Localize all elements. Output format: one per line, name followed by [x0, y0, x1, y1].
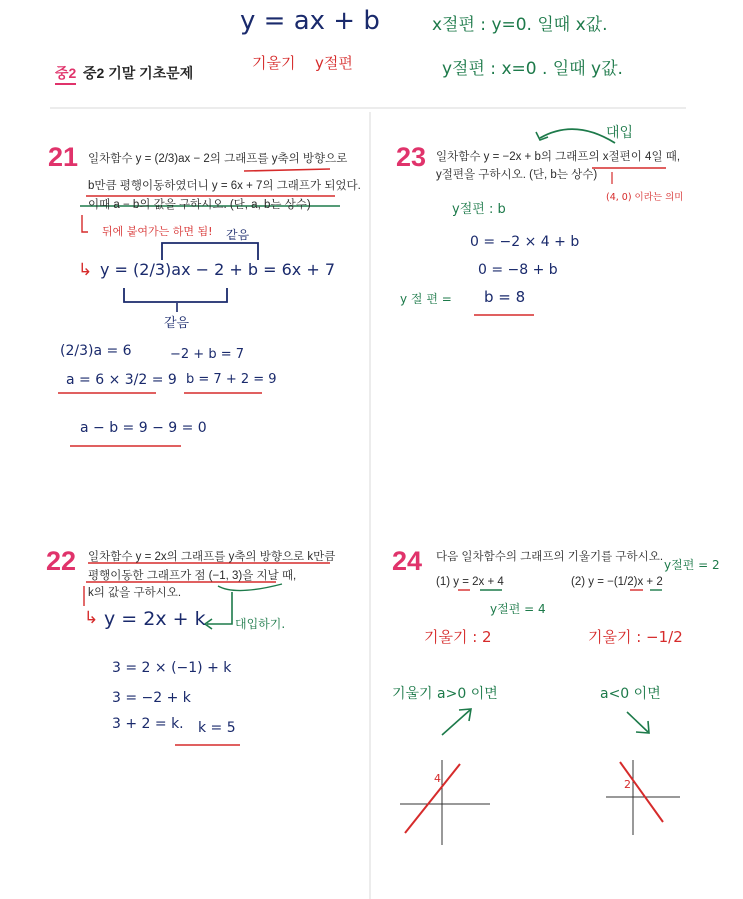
q24-part2-rule: a<0 이면	[600, 686, 661, 702]
q22-substitute: 대입하기.	[235, 617, 286, 631]
question-number-21: 21	[48, 142, 79, 172]
q22-work2: 3 = −2 + k	[112, 690, 191, 706]
q22-work3: 3 + 2 = k.	[112, 716, 184, 732]
q21-note: 뒤에 붙여가는 하면 됨!	[102, 225, 213, 238]
question-number-24: 24	[392, 546, 423, 576]
q21-arrow: ↳	[78, 260, 93, 280]
q24-part1-rule: 기울기 a>0 이면	[392, 686, 498, 702]
q21-equation: y = (2/3)ax − 2 + b = 6x + 7	[100, 260, 336, 279]
q24-part2: (2) y = −(1/2)x + 2	[571, 576, 663, 588]
q21-work5: a − b = 9 − 9 = 0	[80, 420, 207, 436]
q21-work3: −2 + b = 7	[170, 347, 245, 362]
q24-part2-slope: 기울기 : −1/2	[588, 628, 683, 646]
q23-work4-label: y 절 편 =	[400, 292, 452, 306]
q24-line1: 다음 일차함수의 그래프의 기울기를 구하시오.	[436, 551, 664, 563]
grade-badge: 중2	[55, 63, 76, 85]
q22-line3: k의 값을 구하시오.	[88, 587, 182, 599]
q21-same-top: 같음	[226, 228, 250, 242]
q22-work1: 3 = 2 × (−1) + k	[112, 660, 232, 676]
q21-work1: (2/3)a = 6	[60, 343, 132, 359]
q21-line3: 이때 a − b의 값을 구하시오. (단, a, b는 상수)	[88, 199, 311, 211]
question-number-23: 23	[396, 142, 427, 172]
q23-work1: y절편 : b	[452, 202, 506, 217]
q23-point-note: (4, 0) 이라는 의미	[606, 192, 684, 203]
q23-work4: b = 8	[484, 288, 526, 306]
q21-line1: 일차함수 y = (2/3)ax − 2의 그래프를 y축의 방향으로	[88, 153, 348, 165]
q21-work4: b = 7 + 2 = 9	[186, 372, 277, 387]
q23-work2: 0 = −2 × 4 + b	[470, 234, 580, 250]
q24-part1-slope: 기울기 : 2	[424, 628, 492, 646]
header-formula: y = ax + b	[240, 6, 380, 36]
q22-equation	[104, 608, 206, 630]
q21-line2: b만큼 평행이동하였더니 y = 6x + 7의 그래프가 되었다.	[88, 180, 361, 192]
q24-part2-intercept: y절편 = 2	[664, 558, 720, 572]
q23-sub-note: 대입	[606, 125, 634, 141]
q24-part1: (1) y = 2x + 4	[436, 576, 504, 588]
question-number-22: 22	[46, 546, 77, 576]
q24-graph1-intercept: 4	[434, 772, 441, 785]
q22-arrow: ↳	[84, 608, 99, 628]
x-intercept-note: x절편 : y=0. 일때 x값.	[432, 15, 608, 35]
q24-graph2-intercept: 2	[624, 778, 631, 791]
q21-same-bottom: 같음	[164, 316, 190, 331]
y-intercept-note: y절편 : x=0 . 일때 y값.	[442, 59, 623, 79]
q22-line2: 평행이동한 그래프가 점 (−1, 3)을 지날 때,	[88, 570, 297, 582]
q23-work3: 0 = −8 + b	[478, 262, 558, 278]
q24-part1-intercept: y절편 = 4	[490, 602, 546, 616]
q22-equation-text: y = 2x + k	[104, 608, 206, 630]
q22-work4: k = 5	[198, 720, 236, 736]
section-title: 중2 기말 기초문제	[83, 65, 194, 81]
slope-label: 기울기	[252, 54, 296, 72]
y-intercept-label: y절편	[315, 54, 353, 72]
q21-work2: a = 6 × 3/2 = 9	[66, 372, 177, 388]
q23-line2: y절편을 구하시오. (단, b는 상수)	[436, 169, 598, 181]
q23-line1: 일차함수 y = −2x + b의 그래프의 x절편이 4일 때,	[436, 151, 681, 163]
q22-line1: 일차함수 y = 2x의 그래프를 y축의 방향으로 k만큼	[88, 551, 336, 563]
